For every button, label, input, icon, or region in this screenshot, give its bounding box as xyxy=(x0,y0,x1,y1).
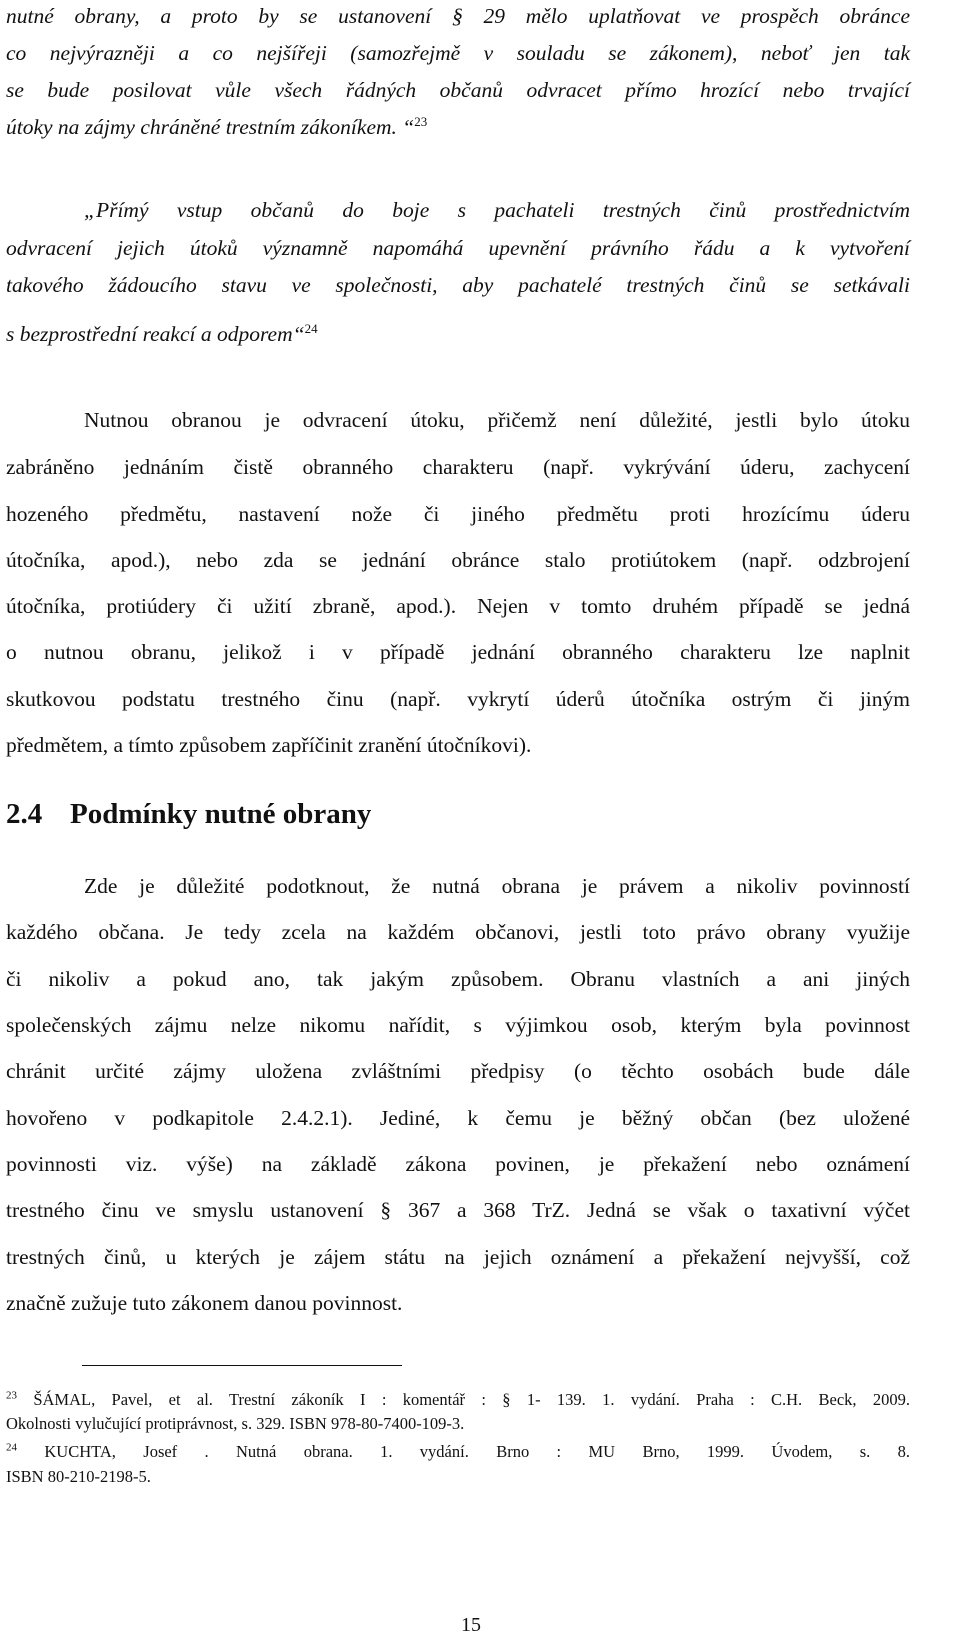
text-line: nutné obrany, a proto by se ustanovení § 29 mělo uplatňovat ve prospěch obránce xyxy=(6,4,910,28)
text-line: Zde je důležité podotknout, že nutná obrana je právem a nikoliv povinností xyxy=(84,874,910,898)
text-line: se bude posilovat vůle všech řádných občanů odvracet přímo hrozící nebo trvající xyxy=(6,78,910,102)
text-line: značně zužuje tuto zákonem danou povinnost. xyxy=(6,1291,403,1315)
text-line: každého občana. Je tedy zcela na každém občanovi, jestli toto právo obrany využije xyxy=(6,920,910,944)
text-line: takového žádoucího stavu ve společnosti, aby pachatelé trestných činů se setkávali xyxy=(6,273,910,297)
footnote-text: ŠÁMAL, Pavel, et al. Trestní zákoník I : komentář : § 1- 139. 1. vydání. Praha : C.H. Beck, 2009. xyxy=(33,1390,910,1409)
section-title: Podmínky nutné obrany xyxy=(70,798,372,830)
text-line: zabráněno jednáním čistě obranného charakteru (např. vykrývání úderu, zachycení xyxy=(6,455,910,479)
text-line: chránit určité zájmy uložena zvláštními předpisy (o těchto osobách bude dále xyxy=(6,1059,910,1083)
footnote-line xyxy=(6,1389,910,1411)
footnote-number: 23 xyxy=(6,1389,17,1402)
footnote-line: Okolnosti vylučující protiprávnost, s. 329. ISBN 978-80-7400-109-3. xyxy=(6,1414,465,1433)
text-run: s bezprostřední reakcí a odporem“ xyxy=(6,322,305,346)
footnote-line: ISBN 80-210-2198-5. xyxy=(6,1467,151,1486)
text-line: hozeného předmětu, nastavení nože či jiného předmětu proti hrozícímu úderu xyxy=(6,502,910,526)
text-line: hovořeno v podkapitole 2.4.2.1). Jediné, k čemu je běžný občan (bez uložené xyxy=(6,1106,910,1130)
text-line: „Přímý vstup občanů do boje s pachateli trestných činů prostřednictvím xyxy=(84,198,910,222)
footnote-reference: 24 xyxy=(304,320,318,336)
text-run: útoky na zájmy chráněné trestním zákoníkem. “ xyxy=(6,115,415,139)
section-heading xyxy=(6,794,371,834)
text-line: či nikoliv a pokud ano, tak jakým způsobem. Obranu vlastních a ani jiných xyxy=(6,967,910,991)
text-line: trestných činů, u kterých je zájem státu na jejich oznámení a překažení nejvyšší, což xyxy=(6,1245,910,1269)
text-line: skutkovou podstatu trestného činu (např. vykrytí úderů útočníka ostrým či jiným xyxy=(6,687,910,711)
text-line: odvracení jejich útoků významně napomáhá upevnění právního řádu a k vytvoření xyxy=(6,236,910,260)
footnote-separator xyxy=(82,1365,402,1366)
text-line: Nutnou obranou je odvracení útoku, přičemž není důležité, jestli bylo útoku xyxy=(84,408,910,432)
text-line: povinnosti viz. výše) na základě zákona povinen, je překažení nebo oznámení xyxy=(6,1152,910,1176)
footnote-text: KUCHTA, Josef . Nutná obrana. 1. vydání. Brno : MU Brno, 1999. Úvodem, s. 8. xyxy=(44,1442,911,1461)
text-line xyxy=(6,319,910,349)
text-line xyxy=(6,112,910,142)
section-number: 2.4 xyxy=(6,798,43,830)
text-line: o nutnou obranu, jelikož i v případě jednání obranného charakteru lze naplnit xyxy=(6,640,910,664)
text-line: předmětem, a tímto způsobem zapříčinit zranění útočníkovi). xyxy=(6,733,532,757)
footnote-number: 24 xyxy=(6,1441,17,1454)
text-line: útočníka, protiúdery či užití zbraně, apod.). Nejen v tomto druhém případě se jedná xyxy=(6,594,910,618)
footnote-line xyxy=(6,1441,910,1463)
footnote-reference: 23 xyxy=(414,113,428,129)
text-line: útočníka, apod.), nebo zda se jednání obránce stalo protiútokem (např. odzbrojení xyxy=(6,548,910,572)
text-line: společenských zájmu nelze nikomu nařídit, s výjimkou osob, kterým byla povinnost xyxy=(6,1013,910,1037)
text-line: co nejvýrazněji a co nejšířeji (samozřejmě v souladu se zákonem), neboť jen tak xyxy=(6,41,910,65)
text-line: trestného činu ve smyslu ustanovení § 367 a 368 TrZ. Jedná se však o taxativní výčet xyxy=(6,1198,910,1222)
page-number: 15 xyxy=(461,1614,481,1636)
